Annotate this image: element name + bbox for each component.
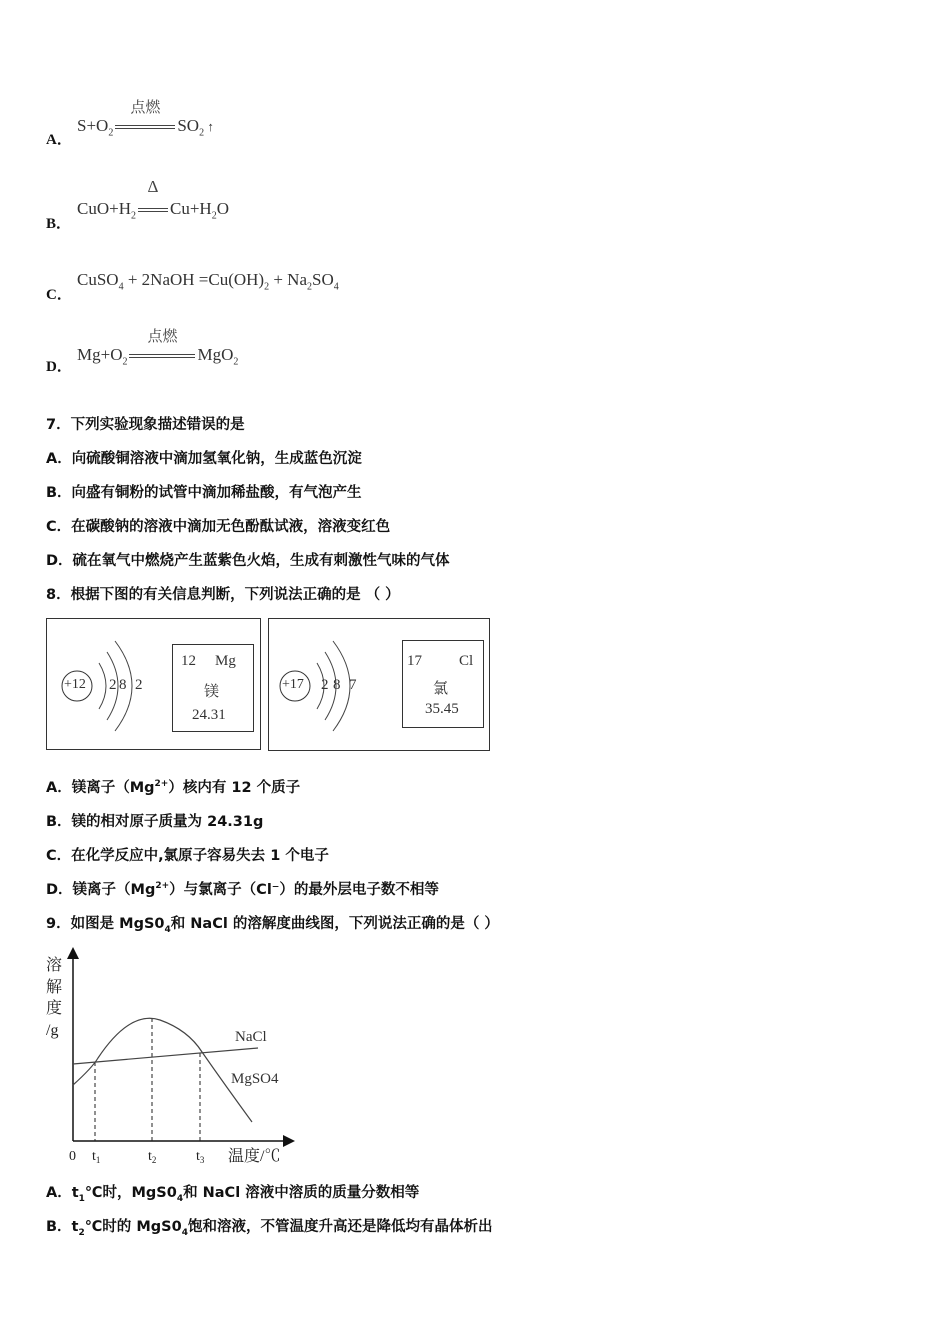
nacl-label: NaCl bbox=[235, 1029, 267, 1045]
q8-option-b: B．镁的相对原子质量为 24.31g bbox=[46, 814, 264, 830]
y-label-char-2: 解 bbox=[46, 979, 63, 996]
mg-symbol: Mg bbox=[215, 653, 236, 669]
mg-atom-figure bbox=[46, 618, 261, 750]
condition bbox=[115, 100, 175, 136]
eq-text: Mg+O bbox=[77, 345, 123, 364]
condition-text: 点燃 bbox=[130, 100, 161, 116]
q7-option-a: A．向硫酸铜溶液中滴加氢氧化钠，生成蓝色沉淀 bbox=[46, 451, 362, 467]
q6-option-c-label: C． bbox=[46, 287, 72, 303]
q9-option-a bbox=[46, 1181, 419, 1204]
cl-shell-2: 8 bbox=[333, 677, 341, 693]
origin-label: 0 bbox=[69, 1149, 76, 1164]
eq-sub: 2 bbox=[130, 210, 136, 222]
mg-shell-2: 8 bbox=[119, 677, 127, 693]
text: ℃时，MgS0 bbox=[84, 1185, 177, 1201]
nacl-curve bbox=[73, 1048, 258, 1064]
subscript: 4 bbox=[164, 924, 171, 935]
mg-atomic-number: 12 bbox=[181, 653, 196, 669]
y-label-char-4: /g bbox=[46, 1022, 59, 1039]
eq-sub: 2 bbox=[199, 127, 205, 139]
cl-shell-3: 7 bbox=[349, 677, 357, 693]
q7-stem: 7．下列实验现象描述错误的是 bbox=[46, 417, 245, 433]
text: 和 NaCl 的溶解度曲线图，下列说法正确的是（ ） bbox=[170, 916, 499, 932]
q9-option-b bbox=[46, 1215, 492, 1238]
cl-shell-1: 2 bbox=[321, 677, 329, 693]
solubility-chart bbox=[40, 940, 310, 1170]
gas-arrow: ↑ bbox=[204, 119, 214, 134]
superscript: 2+ bbox=[154, 779, 169, 790]
eq-text: S+O bbox=[77, 116, 109, 135]
q6-option-b-label: B． bbox=[46, 216, 72, 232]
q7-option-c: C．在碳酸钠的溶液中滴加无色酚酞试液，溶液变红色 bbox=[46, 519, 391, 535]
eq-sub: 2 bbox=[211, 210, 217, 222]
text: A．镁离子（Mg bbox=[46, 780, 155, 796]
equals-bar bbox=[129, 354, 195, 358]
q7-option-b: B．向盛有铜粉的试管中滴加稀盐酸，有气泡产生 bbox=[46, 485, 362, 501]
subscript: 1 bbox=[78, 1193, 85, 1204]
q6-option-c-equation bbox=[77, 270, 339, 292]
q8-stem: 8．根据下图的有关信息判断，下列说法正确的是 （ ） bbox=[46, 587, 400, 603]
text: A．t bbox=[46, 1185, 79, 1201]
q6-option-d-label: D． bbox=[46, 359, 72, 375]
text: 和 NaCl 溶液中溶质的质量分数相等 bbox=[183, 1185, 420, 1201]
eq-text: + Na bbox=[269, 270, 308, 289]
eq-text: Cu+H bbox=[169, 199, 212, 218]
text: B．t bbox=[46, 1219, 79, 1235]
mg-name: 镁 bbox=[204, 684, 220, 700]
cl-nucleus-charge: +17 bbox=[282, 677, 304, 692]
text: D．镁离子（Mg bbox=[46, 882, 156, 898]
cl-symbol: Cl bbox=[459, 653, 474, 669]
mg-shell-1: 2 bbox=[109, 677, 117, 693]
mg-nucleus-charge: +12 bbox=[64, 677, 86, 692]
eq-text: MgO bbox=[197, 345, 234, 364]
t1-tick-label: $t_1$ bbox=[92, 1149, 101, 1165]
t2-tick-label: $t_2$ bbox=[148, 1149, 157, 1165]
text: ）核内有 12 个质子 bbox=[168, 780, 301, 796]
eq-sub: 4 bbox=[333, 281, 339, 293]
subscript: 4 bbox=[181, 1227, 188, 1238]
condition-text: Δ bbox=[147, 177, 159, 196]
q6-option-a-label: A． bbox=[46, 132, 72, 148]
cl-atomic-number: 17 bbox=[407, 653, 422, 669]
q7-option-d: D．硫在氧气中燃烧产生蓝紫色火焰，生成有刺激性气味的气体 bbox=[46, 553, 450, 569]
eq-sub: 2 bbox=[233, 356, 239, 368]
cl-atom-figure bbox=[268, 618, 490, 751]
equals-bar bbox=[115, 125, 175, 129]
q9-stem bbox=[46, 912, 499, 935]
cl-atomic-mass: 35.45 bbox=[425, 701, 459, 717]
t3-tick-label: $t_3$ bbox=[196, 1149, 205, 1165]
condition bbox=[129, 329, 195, 365]
equals-bar bbox=[138, 208, 168, 212]
q6-option-d-equation bbox=[77, 329, 239, 368]
superscript: 2+ bbox=[155, 881, 170, 892]
eq-text: CuSO bbox=[77, 270, 119, 289]
eq-sub: 2 bbox=[122, 356, 128, 368]
text: ）与氯离子（Cl⁻）的最外层电子数不相等 bbox=[169, 882, 439, 898]
mgso4-label: MgSO4 bbox=[231, 1071, 279, 1087]
x-axis-label: 温度/℃ bbox=[228, 1148, 281, 1165]
condition bbox=[138, 177, 168, 219]
q8-option-d bbox=[46, 878, 439, 899]
eq-sub: 2 bbox=[307, 281, 313, 293]
eq-sub: 2 bbox=[264, 281, 270, 293]
cl-element-card bbox=[402, 640, 484, 728]
q6-option-b-equation bbox=[77, 177, 229, 222]
text: 9．如图是 MgS0 bbox=[46, 916, 165, 932]
cl-name: 氯 bbox=[433, 681, 449, 697]
eq-text: SO bbox=[312, 270, 334, 289]
mg-element-card bbox=[172, 644, 254, 732]
eq-text: O bbox=[216, 199, 229, 218]
q8-option-a bbox=[46, 776, 300, 797]
condition-text: 点燃 bbox=[147, 329, 178, 345]
text: ℃时的 MgS0 bbox=[84, 1219, 182, 1235]
y-label-char-1: 溶 bbox=[46, 957, 63, 974]
eq-sub: 4 bbox=[118, 281, 124, 293]
eq-text: SO bbox=[177, 116, 200, 135]
eq-text: CuO+H bbox=[77, 199, 131, 218]
subscript: 4 bbox=[176, 1193, 184, 1204]
eq-text: + 2NaOH =Cu(OH) bbox=[123, 270, 265, 289]
shell-arc-1 bbox=[99, 663, 106, 709]
subscript: 2 bbox=[78, 1227, 85, 1238]
q8-option-c: C．在化学反应中,氯原子容易失去 1 个电子 bbox=[46, 848, 329, 864]
mgso4-curve bbox=[73, 1018, 252, 1122]
y-label-char-3: 度 bbox=[46, 1000, 63, 1017]
mg-shell-3: 2 bbox=[135, 677, 143, 693]
mg-atomic-mass: 24.31 bbox=[192, 707, 226, 723]
eq-sub: 2 bbox=[108, 127, 114, 139]
text: 饱和溶液，不管温度升高还是降低均有晶体析出 bbox=[187, 1219, 493, 1235]
q6-option-a-equation bbox=[77, 100, 214, 139]
